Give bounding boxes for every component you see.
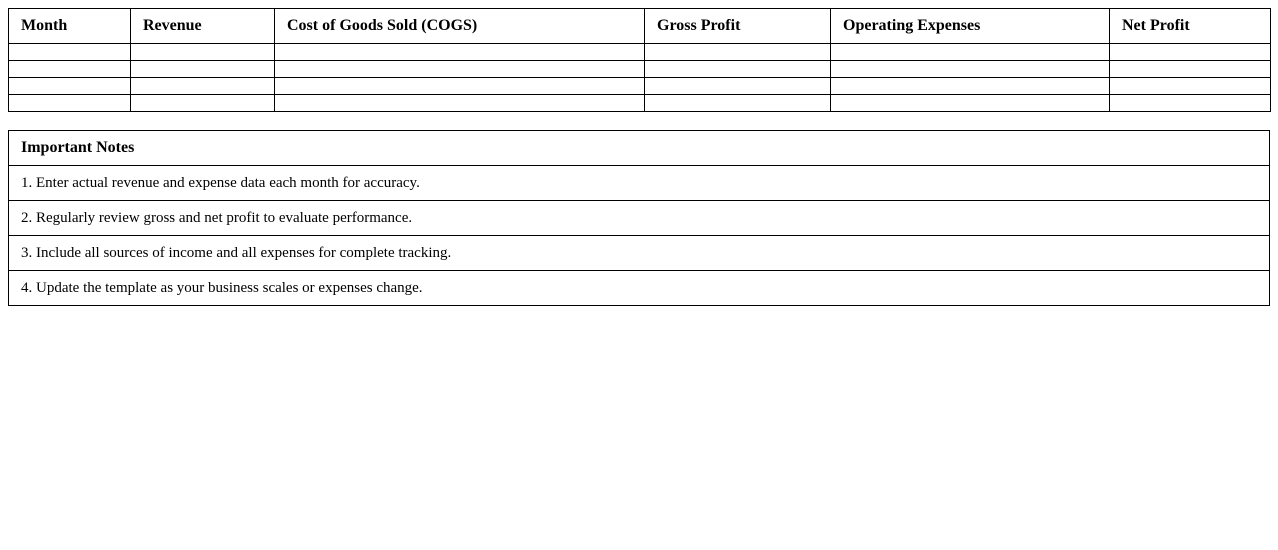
table-cell-cogs[interactable] <box>275 78 645 95</box>
table-cell-cogs[interactable] <box>275 95 645 112</box>
table-cell-net-profit[interactable] <box>1110 61 1271 78</box>
table-header-row <box>9 9 1271 44</box>
table-cell-cogs[interactable] <box>275 61 645 78</box>
table-cell-gross-profit[interactable] <box>645 44 831 61</box>
note-text: 3. Include all sources of income and all expenses for complete tracking. <box>9 236 1270 271</box>
column-header-cogs: Cost of Goods Sold (COGS) <box>275 9 645 44</box>
table-cell-revenue[interactable] <box>131 61 275 78</box>
table-row <box>9 95 1271 112</box>
table-cell-revenue[interactable] <box>131 78 275 95</box>
column-header-month: Month <box>9 9 131 44</box>
table-cell-net-profit[interactable] <box>1110 95 1271 112</box>
table-cell-net-profit[interactable] <box>1110 44 1271 61</box>
table-row <box>9 78 1271 95</box>
note-text: 1. Enter actual revenue and expense data each month for accuracy. <box>9 166 1270 201</box>
table-cell-month[interactable] <box>9 44 131 61</box>
notes-title: Important Notes <box>9 131 1270 166</box>
profit-loss-table <box>8 8 1271 112</box>
table-cell-operating-expenses[interactable] <box>831 95 1110 112</box>
table-cell-revenue[interactable] <box>131 44 275 61</box>
column-header-operating-expenses: Operating Expenses <box>831 9 1110 44</box>
note-text: 2. Regularly review gross and net profit to evaluate performance. <box>9 201 1270 236</box>
table-cell-operating-expenses[interactable] <box>831 61 1110 78</box>
column-header-revenue: Revenue <box>131 9 275 44</box>
notes-header-row <box>9 131 1270 166</box>
important-notes-table <box>8 130 1270 306</box>
table-cell-revenue[interactable] <box>131 95 275 112</box>
table-cell-operating-expenses[interactable] <box>831 78 1110 95</box>
list-item <box>9 166 1270 201</box>
table-cell-cogs[interactable] <box>275 44 645 61</box>
table-cell-month[interactable] <box>9 78 131 95</box>
table-cell-gross-profit[interactable] <box>645 78 831 95</box>
list-item <box>9 201 1270 236</box>
table-cell-operating-expenses[interactable] <box>831 44 1110 61</box>
table-row <box>9 61 1271 78</box>
table-row <box>9 44 1271 61</box>
table-cell-gross-profit[interactable] <box>645 95 831 112</box>
table-cell-month[interactable] <box>9 61 131 78</box>
table-cell-month[interactable] <box>9 95 131 112</box>
table-cell-net-profit[interactable] <box>1110 78 1271 95</box>
table-cell-gross-profit[interactable] <box>645 61 831 78</box>
list-item <box>9 271 1270 306</box>
note-text: 4. Update the template as your business scales or expenses change. <box>9 271 1270 306</box>
column-header-net-profit: Net Profit <box>1110 9 1271 44</box>
list-item <box>9 236 1270 271</box>
column-header-gross-profit: Gross Profit <box>645 9 831 44</box>
